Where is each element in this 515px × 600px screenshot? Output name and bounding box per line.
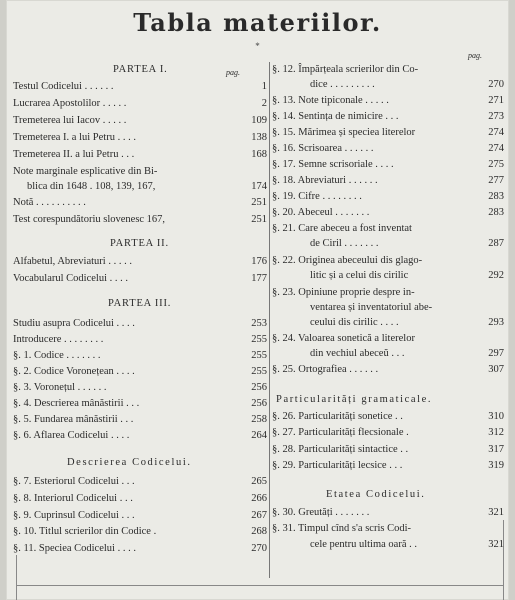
toc-page-number: 319	[488, 460, 504, 471]
toc-entry: §. 10. Titlul scrierilor din Codice .	[13, 526, 157, 537]
toc-page-number: 251	[251, 214, 267, 225]
book-page	[6, 0, 509, 600]
page-column-label: pag.	[468, 51, 482, 60]
ornament-divider: *	[255, 41, 260, 51]
toc-page-number: 268	[251, 526, 267, 537]
toc-page-number: 271	[488, 95, 504, 106]
toc-entry: §. 23. Opiniune proprie despre in-	[272, 287, 415, 298]
toc-page-number: 255	[251, 350, 267, 361]
toc-page-number: 307	[488, 364, 504, 375]
toc-entry-continued: de Ciril . . . . . . .	[310, 238, 379, 249]
toc-entry: §. 12. Împărțeala scrierilor din Co-	[272, 64, 419, 75]
toc-entry: Notă . . . . . . . . . .	[13, 197, 86, 208]
toc-page-number: 293	[488, 317, 504, 328]
frame-line-left	[16, 555, 17, 600]
toc-entry-continued: litic și a celui dis cirilic	[310, 270, 409, 281]
toc-entry: §. 8. Interiorul Codicelui . . .	[13, 493, 133, 504]
toc-entry-continued: din vechiul abeceŭ . . .	[310, 348, 405, 359]
page-column-label: pag.	[226, 68, 240, 77]
toc-page-number: 258	[251, 414, 267, 425]
toc-page-number: 256	[251, 398, 267, 409]
toc-page-number: 274	[488, 127, 504, 138]
toc-entry: §. 2. Codice Voronețean . . . .	[13, 366, 135, 377]
toc-entry: §. 4. Descrierea mânăstirii . . .	[13, 398, 140, 409]
toc-entry: Introducere . . . . . . . .	[13, 334, 104, 345]
toc-page-number: 176	[251, 256, 267, 267]
section-heading-particularitati: Particularități gramaticale.	[276, 394, 433, 405]
toc-page-number: 283	[488, 207, 504, 218]
page-title: Tabla materiilor.	[133, 8, 382, 37]
toc-entry: §. 18. Abreviaturi . . . . . .	[272, 175, 378, 186]
toc-entry: Lucrarea Apostolilor . . . . .	[13, 98, 127, 109]
toc-entry: §. 31. Timpul cînd s'a scris Codi-	[272, 523, 411, 534]
toc-page-number: 256	[251, 382, 267, 393]
toc-entry: §. 6. Aflarea Codicelui . . . .	[13, 430, 130, 441]
toc-entry: Tremeterea lui Iacov . . . . .	[13, 115, 127, 126]
toc-entry: §. 11. Speciea Codicelui . . . .	[13, 543, 136, 554]
toc-entry: §. 13. Note tipiconale . . . . .	[272, 95, 389, 106]
toc-entry: §. 15. Mărimea și speciea literelor	[272, 127, 416, 138]
toc-page-number: 253	[251, 318, 267, 329]
section-heading-etatea: Etatea Codicelui.	[326, 489, 426, 500]
section-heading-partea-1: PARTEA I.	[113, 64, 168, 75]
toc-page-number: 2	[261, 98, 267, 109]
section-heading-partea-3: PARTEA III.	[108, 298, 172, 309]
toc-entry: §. 14. Sentința de nimicire . . .	[272, 111, 399, 122]
toc-page-number: 321	[488, 507, 504, 518]
toc-entry-continued: ceului dis cirilic . . . .	[310, 317, 399, 328]
toc-entry: §. 17. Semne scrisoriale . . . .	[272, 159, 394, 170]
frame-line-bottom	[16, 585, 504, 586]
column-divider	[269, 62, 270, 578]
toc-page-number: 266	[251, 493, 267, 504]
toc-page-number: 174	[251, 181, 267, 192]
toc-entry: Testul Codicelui . . . . . .	[13, 81, 114, 92]
toc-page-number: 1	[261, 81, 267, 92]
toc-entry: §. 24. Valoarea sonetică a literelor	[272, 333, 415, 344]
toc-page-number: 264	[251, 430, 267, 441]
toc-page-number: 274	[488, 143, 504, 154]
toc-page-number: 273	[488, 111, 504, 122]
toc-entry: Vocabularul Codicelui . . . .	[13, 273, 128, 284]
toc-entry-continued: dice . . . . . . . . .	[310, 79, 375, 90]
toc-page-number: 270	[488, 79, 504, 90]
toc-page-number: 177	[251, 273, 267, 284]
toc-entry-continued: blica din 1648 . 108, 139, 167,	[27, 181, 156, 192]
toc-entry: §. 19. Cifre . . . . . . . .	[272, 191, 362, 202]
toc-entry-continued: cele pentru ultima oară . .	[310, 539, 417, 550]
toc-entry: §. 20. Abeceul . . . . . . .	[272, 207, 370, 218]
toc-entry: §. 30. Greutăți . . . . . . .	[272, 507, 370, 518]
toc-entry: Alfabetul, Abreviaturi . . . . .	[13, 256, 132, 267]
toc-page-number: 283	[488, 191, 504, 202]
toc-page-number: 138	[251, 132, 267, 143]
toc-entry: §. 9. Cuprinsul Codicelui . . .	[13, 510, 135, 521]
toc-entry: §. 21. Care abeceu a fost inventat	[272, 223, 412, 234]
toc-entry: §. 22. Originea abeceului dis glago-	[272, 255, 423, 266]
toc-page-number: 292	[488, 270, 504, 281]
section-heading-descrierea: Descrierea Codicelui.	[67, 457, 192, 468]
toc-entry: Note marginale esplicative din Bi-	[13, 166, 158, 177]
toc-entry: §. 29. Particularități lecsice . . .	[272, 460, 403, 471]
frame-line-right	[503, 520, 504, 600]
toc-page-number: 267	[251, 510, 267, 521]
toc-page-number: 270	[251, 543, 267, 554]
toc-page-number: 109	[251, 115, 267, 126]
toc-page-number: 312	[488, 427, 504, 438]
toc-page-number: 287	[488, 238, 504, 249]
toc-entry: §. 26. Particularități sonetice . .	[272, 411, 403, 422]
toc-entry: §. 1. Codice . . . . . . .	[13, 350, 101, 361]
section-heading-partea-2: PARTEA II.	[110, 238, 169, 249]
toc-page-number: 251	[251, 197, 267, 208]
toc-page-number: 265	[251, 476, 267, 487]
toc-entry: §. 7. Esteriorul Codicelui . . .	[13, 476, 135, 487]
toc-page-number: 297	[488, 348, 504, 359]
toc-entry: §. 5. Fundarea mânăstirii . . .	[13, 414, 134, 425]
toc-page-number: 310	[488, 411, 504, 422]
toc-entry: Tremeterea I. a lui Petru . . . .	[13, 132, 136, 143]
toc-page-number: 255	[251, 334, 267, 345]
toc-entry: Studiu asupra Codicelui . . . .	[13, 318, 135, 329]
toc-entry: §. 27. Particularități flecsionale .	[272, 427, 409, 438]
toc-entry: Tremeterea II. a lui Petru . . .	[13, 149, 135, 160]
toc-page-number: 168	[251, 149, 267, 160]
toc-page-number: 321	[488, 539, 504, 550]
toc-entry: Test corespundătoriu slovenesc 167,	[13, 214, 166, 225]
toc-page-number: 255	[251, 366, 267, 377]
toc-entry-continued: ventarea și inventatoriul abe-	[310, 302, 433, 313]
toc-page-number: 277	[488, 175, 504, 186]
toc-entry: §. 25. Ortografiea . . . . . .	[272, 364, 379, 375]
toc-page-number: 317	[488, 444, 504, 455]
toc-entry: §. 3. Voronețul . . . . . .	[13, 382, 107, 393]
toc-entry: §. 28. Particularități sintactice . .	[272, 444, 409, 455]
toc-entry: §. 16. Scrisoarea . . . . . .	[272, 143, 374, 154]
toc-page-number: 275	[488, 159, 504, 170]
